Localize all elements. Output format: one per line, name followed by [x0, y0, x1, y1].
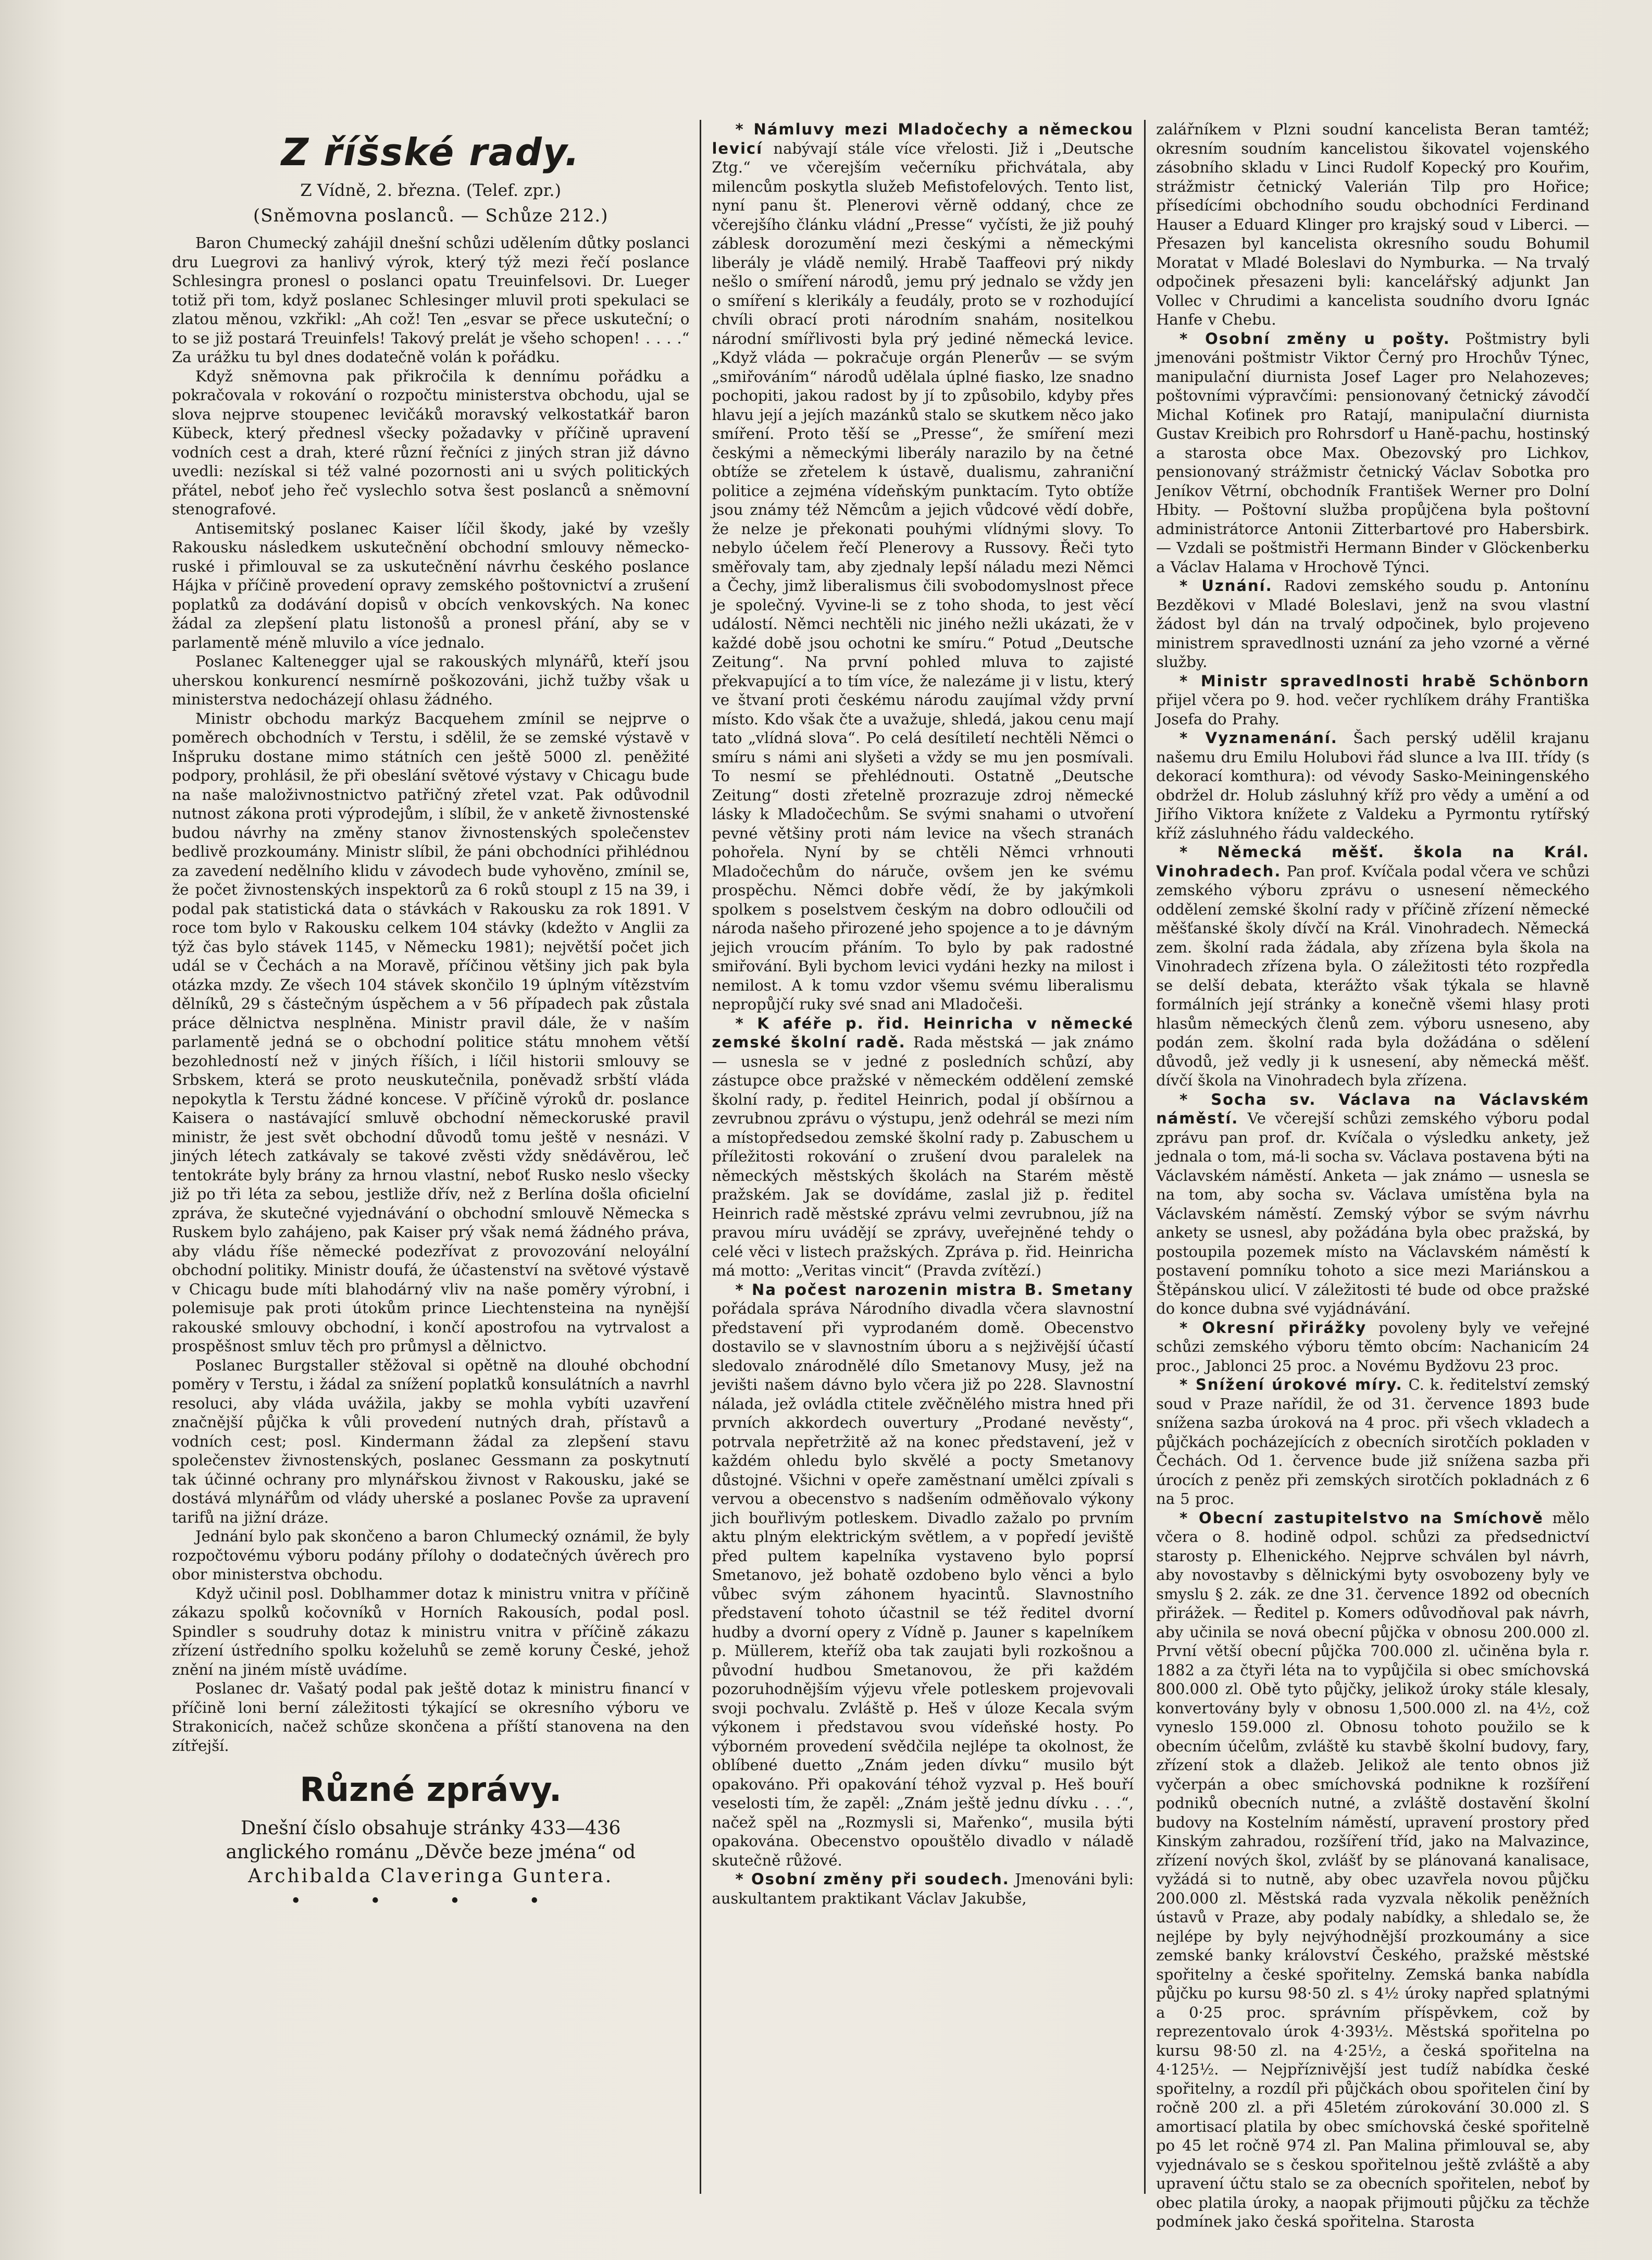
news-heading: * Námluvy mezi Mladočechy a německou levicí	[712, 120, 1134, 157]
news-heading: * Osobní změny u pošty.	[1179, 329, 1450, 348]
news-heading: * Obecní zastupitelstvo na Smíchově	[1179, 1509, 1544, 1527]
news-text: Poštmistry byli jmenováni poštmistr Viktor Černý pro Hrochův Týnec, manipulační diurnista Josef Lager pro Nelahozeves; poštovními výpravčími: pensionovaný četnický závodčí Michal Koťinek pro Ratají, manipulační diurnista Gustav Kreibich pro Rohrsdorf u Haně-pachu, hostinský a starosta obce Max. Obezovský pro Lichkov, pensionovaný strážmistr četnický Václav Sobotka pro Jeníkov Větrní, obchodník František Werner pro Dolní Hbity. — Poštovní služba propůjčena byla poštovní administrátorce Antonii Zitterbartové pro Habersbirk. — Vzdali se poštmistři Hermann Binder v Glöckenberku a Václav Halama v Hrochově Týnci.	[1156, 329, 1589, 576]
article-paragraph: Antisemitský poslanec Kaiser líčil škody, jaké by vzešly Rakousku následkem uskutečnění obchodní smlouvy německo-ruské i přimlouval se za uskutečnění návrhu českého poslance Hájka v příčině provedení opravy zemského poštovnictví a zrušení poplatků za dodávání dopisů v obcích venkovských. Na konec žádal za zlepšení platu listonošů a pronesl přání, aby se v parlamentě méně mluvilo a více jednalo.	[172, 519, 690, 651]
article-paragraph: Ministr obchodu markýz Bacquehem zmínil se nejprve o poměrech obchodních v Terstu, i sdělil, že se zemské výstavě v Inšpruku dostane mimo státních cen ještě 5000 zl. peněžité podpory, prohlásil, že při obeslání světové výstavy v Chicagu bude na naše maloživnostnictvo patřičný zřetel vzat. Pak odůvodnil nutnost zákona proti výprodejům, i slíbil, že v anketě živnostenské budou návrhy na změny stanov živnostenských společenstev bedlivě prozkoumány. Ministr slíbil, že páni obchodníci přihlédnou za zavedení nedělního klidu v závodech bude vyhověno, zmínil se, že počet živnostenských inspektorů za 6 roků stoupl z 15 na 39, i podal pak statistická data o stávkách v Rakousku za rok 1891. V roce tom bylo v Rakousku celkem 104 stávky (kdežto v Anglii za týž čas bylo stávek 1145, v Německu 1981); největší počet jich udál se v Čechách a na Moravě, příčinou většiny jich pak byla otázka mzdy. Ze všech 104 stávek skončilo 19 úplným vítězstvím dělníků, 29 s částečným úspěchem a v 56 případech pak zůstala práce dělnictva nesplněna. Ministr pravil dále, že v naším parlamentě jedná se o obchodní politice státu mnohem větší bezohledností než v jiných říších, i líčil historii smlouvy se Srbskem, která se proto neuskutečnila, poněvadž srbští vláda nepokytla k Terstu žádné koncese. V příčině výroků dr. poslance Kaisera o nastávající smluvě obchodní německoruské pravil ministr, že jest svět obchodní důvodů tomu ještě v nesnázi. V jiných létech zatkávaly se takové zvěsti vždy snědávěrou, leč tentokráte byly brány za hrnou vlastní, neboť Rusko neslo všecky již po tři léta za sebou, jestliže dřív, než z Berlína došla oficielní zpráva, že skutečné vyjednávání o obchodní smlouvě Německa s Ruskem bylo zahájeno, pak Kaiser prý však nemá žádného práva, aby vládu říše německé podezřívat z provozování neloyální obchodní politiky. Ministr doufá, že účastenství na světové výstavě v Chicagu bude míti blahodárný vliv na naše poměry výrobní, i polemisuje pak proti útokům prince Liechtensteina na nynější rakouské smlouvy obchodní, i končí apostrofou na vytrvalost a prospěšnost smluv těch pro průmysl a dělnictvo.	[172, 709, 690, 1355]
news-heading: * Okresní přirážky	[1179, 1318, 1367, 1337]
news-heading: * Německá měšť. škola na Král. Vinohradech.	[1156, 843, 1589, 880]
news-heading: * Ministr spravedlnosti hrabě Schönborn	[1179, 672, 1589, 690]
news-text: Šach perský udělil krajanu našemu dru Emilu Holubovi řád slunce a lva III. třídy (s dekorací komthura): od vévody Sasko-Meiningenského obdržel dr. Holub zásluhný kříž pro vědy a umění a od Jiřího Viktora knížete z Valdeku a Pyrmontu rytířský kříž zásluhného řádu valdeckého.	[1156, 729, 1589, 842]
article-paragraph: Poslanec Burgstaller stěžoval si opětně na dlouhé obchodní poměry v Terstu, i žádal za snížení poplatků konsulátních a navrhl resoluci, aby vláda uvážila, jakby se mohla vybíti uzavření značnější půjčka k vůli provedení nutných drah, přístavů a vodních cest; posl. Kindermann žádal za zlepšení stavu společenstev živnostenských, poslanec Gessmann za poskytnutí tak účinné ochrany pro mlynářskou živnost v Rakousku, jaké se dostává mlynářům od vlády uherské a poslanec Povše za upravení tarifů na jižní dráze.	[172, 1356, 690, 1526]
news-text: Jmenováni byli: auskultantem praktikant Václav Jakubše,	[712, 1870, 1134, 1907]
columns	[172, 120, 1590, 2230]
column-middle	[701, 120, 1146, 2194]
article-paragraph: Poslanec Kaltenegger ujal se rakouských mlynářů, kteří jsou uherskou konkurencí nesmírně poškozováni, jichž tužby však u ministerstva nedocházejí ohlasu žádného.	[172, 652, 690, 708]
news-text: C. k. ředitelství zemský soud v Praze nařídil, že od 31. července 1893 bude snížena sazba úroková na 4 proc. při všech vkladech a půjčkách pocházejících z obecních sirotčích pokladen v Čechách. Od 1. července bude již snížena sazba při úrocích z peněz při zemských sirotčích pokladnách z 6 na 5 proc.	[1156, 1376, 1590, 1508]
news-heading: * Na počest narozenin mistra B. Smetany	[735, 1280, 1134, 1299]
news-heading: * Snížení úrokové míry.	[1179, 1376, 1403, 1393]
article-paragraph: Když sněmovna pak přikročila k dennímu pořádku a pokračovala v rokování o rozpočtu ministerstva obchodu, ujal se slova nejprve stoupenec levičáků moravský velkostatkář baron Kübeck, který přednesl všecky požadavky v příčině upravení vodních cest a drah, které různí řečníci z jiných stran již dávno uvedli: nezískal si též valné pozornosti ani u svých politických přátel, neboť jeho řeč vyslechlo sotva šest poslanců a sněmovní stenografové.	[172, 367, 690, 518]
article-paragraph: Jednání bylo pak skončeno a baron Chlumecký oznámil, že byly rozpočtovému výboru podány přílohy o dodatečných úvěrech pro obor ministerstva obchodu.	[172, 1527, 690, 1583]
misc-news-title: Různé zprávy.	[300, 1771, 562, 1809]
news-text: zalářníkem v Plzni soudní kancelista Beran tamtéž; okresním soudním kancelistou šikovatel vojenského zásobního skladu v Linci Rudolf Kopecký pro Kouřim, strážmistr četnický Valerián Tilp pro Hořice; přísedícími obchodního soudu obchodníci Ferdinand Hauser a Eduard Klinger pro krajský soud v Liberci. — Přesazen byl kancelista okresního soudu Bohumil Moratat v Mladé Boleslavi do Nymburka. — Na trvalý odpočinek přesazeni byli: kancelářský adjunkt Jan Vollec v Chrudimi a kancelista soudního dvoru Ignác Hanfe v Chebu.	[1156, 120, 1589, 328]
separator-dots: • • • •	[290, 1891, 572, 1912]
notice-line: anglického románu „Děvče beze jména“ od	[226, 1842, 636, 1863]
notice-line: Dnešní číslo obsahuje stránky 433—436	[240, 1818, 621, 1839]
news-text: mělo včera o 8. hodině odpol. schůzi za předsednictví starosty p. Elhenického. Nejprve schválen byl návrh, aby novostavby s dělnickými byty osvobozeny byly ve smyslu § 2. zák. ze dne 31. července 1892 od obecních přirážek. — Ředitel p. Komers odůvodňoval pak návrh, aby učinila se nová obecní půjčka v obnosu 200.000 zl. První větší obecní půjčka 700.000 zl. učiněna byla r. 1882 a za čtyři léta na to vypůjčila si obec smíchovská 800.000 zl. Obě tyto půjčky, jelikož úroky stále klesaly, konvertovány byly v obnosu 1,500.000 zl. na 4½, což vyneslo 159.000 zl. Obnosu tohoto použilo se k obecním účelům, zvláště ku stavbě školní budovy, fary, zřízení stok a dlažeb. Jelikož ale tento obnos již vyčerpán a obec smíchovská podnikne k rozšíření podniků obecních nutné, a zvláště dostavění školní budovy na Kostelním náměstí, upravení prostory před Kinským zahradou, rozšíření tříd, jako na Malvazince, zřízení nových škol, zvlášť by se plánovaná kanalisace, vyžádá si to nutně, aby obec uzavřela novou půjčku 200.000 zl. Městská rada vyzvala několik peněžních ústavů v Praze, aby podaly nabídky, a shledalo se, že nejlépe by byly nejvýhodnější prozkoumány a sice zemské banky království Českého, pražské městské spořitelny a české spořitelny. Zemská banka nabídla půjčku po kursu 98·50 zl. s 4½ úroky napřed splatnými a 0·25 proc. správním příspěvkem, což by reprezentovalo úrok 4·393½. Městská spořitelna po kursu 98·50 zl. na 4·25½, a česká spořitelna na 4·125½. — Nejpříznivější jest tudíž nabídka české spořitelny, a rozdíl při půjčkách obou spořitelen činí by ročně 200 zl. a při 45letém zúrokování 30.000 zl. S amortisací platila by obec smíchovská české spořitelně po 45 let ročně 974 zl. Pan Malina přimlouval se, aby vyjednávalo se s českou spořitelnou ještě zvláště a aby upravení účtu stalo se za obecních spořitelen, neboť by obec platila úroky, a naopak přijmouti půjčku za těchže podmínek jako česká spořitelna. Starosta	[1156, 1509, 1589, 2230]
article-paragraph: Poslanec dr. Vašatý podal pak ještě dotaz k ministru financí v příčině loni berní záležitosti týkající se okresního výboru ve Strakonicích, načež schůze skončena a příští stanovena na den zítřejší.	[172, 1679, 690, 1755]
news-text: Ve včerejší schůzi zemského výboru podal zprávu pan prof. dr. Kvíčala o výsledku ankety, jež jednala o tom, má-li socha sv. Václava postavena býti na Václavském náměstí. Anketa — jak známo — usnesla se na tom, aby socha sv. Václava umístěna byla na Václavském náměstí. Zemský výbor se svým návrhu ankety se usnesl, aby požádána byla obec pražská, by postoupila pozemek místo na Václavském náměstí k postavení pomníku tohoto a sice mezi Mariánskou a Štěpánskou ulicí. V záležitosti té bude od obce pražské do konce dubna své vyjádnávání.	[1156, 1109, 1590, 1317]
news-text: Pan prof. Kvíčala podal včera ve schůzi zemského výboru zprávu o usnesení německého oddělení zemské školní rady v příčině zřízení německé měšťanské školy dívčí na Král. Vinohradech. Německá zem. školní rada žádala, aby zřízena byla škola na Vinohradech zřízena byla. O záležitosti této rozpředla se delší debata, kterážto však týkala se hlavně formálních její stránky a konečně všemi hlasy proti hlasům německých členů zem. výboru usneseno, aby podán zem. školní rada byla dožádána o sdělení důvodů, jež vedly ji k usnesení, aby německá měšť. dívčí škola na Vinohradech byla zřízena.	[1156, 862, 1589, 1089]
news-text: přijel včera po 9. hod. večer rychlíkem dráhy Františka Josefa do Prahy.	[1156, 691, 1589, 728]
news-text: nabývají stále více vřelosti. Již i „Deutsche Ztg.“ ve včerejším večerníku přichvátala, aby milencům poskytla služeb Mefistofelových. Tento list, nyní panu št. Plenerovi věrně oddaný, chce ze včerejšího článku vládní „Presse“ vyčísti, že již pouhý záblesk dorozumění mezi českými a německými liberály je vládě nemilý. Hrabě Taaffeovi prý nikdy nešlo o smíření národů, jemu prý jednalo se vždy jen o smíření s klerikály a feudály, proto se v rozhodující chvíli obrací proti národním snahám, nositelkou národní smířlivosti byla prý jediné německá levice. „Když vláda — pokračuje orgán Plenerův — se svým „smiřováním“ národů udělala úplné fiasko, lze snadno pochopiti, jakou radost by jí to způsobilo, kdyby přes hlavu její a jejích mazánků stalo se skutkem něco jako smíření. Proto těší se „Presse“, že smíření mezi českými a německými liberály narazilo by na četné obtíže se zřetelem k ústavě, dualismu, zahraniční politice a zejména vídeňským punktacím. Tyto obtíže jsou známy též Němcům a jejich vůdcové vědí dobře, že nelze je překonati pouhými vlídnými slovy. To nebylo účelem řečí Plenerovy a Russovy. Řeči tyto směřovaly tam, aby zjednaly lepší náladu mezi Němci a Čechy, jimž liberalismus čili svobodomyslnost přece je společný. Vyvine-li se z toho shoda, to jest věcí událostí. Němci nechtěli nic jiného nežli ukázati, že v každé době jsou ochotni ke smíru.“ Potud „Deutsche Zeitung“. Na první pohled mluva to zajisté překvapující a to tím více, že nalezáme ji v listu, který ve štvaní proti českému národu zaujímal vždy první místo. Kdo však čte a uvažuje, shledá, jakou cenu mají tato „vlídná slova“. Po celá desítiletí nechtěli Němci o smíru s námi ani slyšeti a vždy se mu jen posmívali. To nesmí se přehlédnouti. Ostatně „Deutsche Zeitung“ dosti zřetelně prozrazuje zdroj německé lásky k Mladočechům. Se svými snahami o utvoření pevné většiny proti nám levice na všech stranách pohořela. Nyní by se chtěli Němci vrhnouti Mladočechům do náruče, ovšem jen ke svému prospěchu. Němci dobře vědí, že by jakýmkoli spolkem s poselstvem českým na dobro odloučili od národa našeho přirozené jeho spojence a to je dávným jejich vroucím přáním. To bylo by pak radostné smiřování. Byli bychom levici vydáni hezky na milost i nemilost. A k tomu vzdor všemu svému liberalismu nepropůjčí ruky své snad ani Mladočeši.	[712, 139, 1134, 1013]
news-heading: * Socha sv. Václava na Václavském náměstí.	[1156, 1090, 1589, 1127]
news-text: povoleny byly ve veřejné schůzi zemského výboru těmto obcím: Nachanicím 24 proc., Jablonci 25 proc. a Novému Bydžovu 23 proc.	[1156, 1318, 1590, 1375]
column-right	[1146, 120, 1590, 2230]
session-line: (Sněmovna poslanců. — Schůze 212.)	[253, 205, 608, 226]
news-heading: * K aféře p. řid. Heinricha v německé zemské školní radě.	[712, 1014, 1134, 1051]
dateline: Z Vídně, 2. března. (Telef. zpr.)	[300, 180, 562, 200]
section-title: Z říšské rady.	[281, 130, 580, 174]
news-heading: * Uznání.	[1179, 577, 1273, 595]
column-left	[172, 120, 701, 2194]
article-paragraph: Baron Chumecký zahájil dnešní schůzi udělením důtky poslanci dru Luegrovi za hanlivý výrok, který týž mezi řečí poslance Schlesingra pronesl o poslanci opatu Treuinfelsovi. Dr. Lueger totiž při tom, když poslanec Schlesinger mluvil proti spekulaci se zlatou měnou, vzkřikl: „Ah což! Ten „esvar se přece uskuteční; o to se již postará Treuinfels! Takový prelát je všeho schopen! . . . .“ Za urážku tu byl dnes dodatečně volán k pořádku.	[172, 234, 690, 366]
news-text: pořádala správa Národního divadla včera slavnostní představení při vyprodaném domě. Obecenstvo dostavilo se v slavnostním úboru a s nejživější účastí sledovalo znárodnělé dílo Smetanovy Musy, jež na jevišti našem dávno bylo včera již po 228. Slavnostní nálada, jež ovládla ctitele zvěčnělého mistra hned při prvních akkordech ouvertury „Prodané nevěsty“, potrvala nepřetržitě až na konec představení, jež v každém ohledu bylo skvělé a pocty Smetanovy důstojné. Všichni v opeře zaměstnaní umělci zpívali s vervou a obecenstvo s nadšením odměňovalo výkony jich bouřlivým potleskem. Divadlo zažalo po prvním aktu plným elektrickým světlem, a v popředí jeviště před pultem kapelníka vystaveno bylo poprsí Smetanovo, jež bohatě ozdobeno bylo věnci a bylo vůbec svým záhonem hyacintů. Slavnostního představení tohoto účastnil se též ředitel dvorní hudby a dvorní opery z Vídně p. Jauner s kapelníkem p. Müllerem, kteříž oba tak zaujati byli rozkošnou a původní hudbou Smetanovou, že při každém pozoruhodnějším výjevu vřele potleskem projevovali svoji pochvalu. Zvláště p. Heš v úloze Kecala svým výkonem i představou svou vídeňské hosty. Po výborném provedení svědčila nejlépe ta okolnost, že oblíbené duetto „Znám jeden dívku“ musilo být opakováno. Při opakování téhož vyzval p. Heš bouří veselosti tím, že zapěl: „Znám ještě jednu dívku . . .“, načež spěl na „Rozmysli si, Mařenko“, musila býti opakována. Obecenstvo opouštělo divadlo v náladě skutečně růžové.	[712, 1300, 1134, 1869]
notice-line: Archibalda Claveringa Guntera.	[248, 1866, 614, 1887]
news-heading: * Osobní změny při soudech.	[735, 1870, 1010, 1888]
news-text: Radovi zemského soudu p. Antonínu Bezděkovi v Mladé Boleslavi, jenž na svou vlastní žádost byl dán na trvalý odpočinek, bylo projeveno ministrem spravedlnosti uznání za jeho vzorné a věrné služby.	[1156, 577, 1589, 671]
news-text: Rada městská — jak známo — usnesla se v jedné z posledních schůzí, aby zástupce obce pražské v německém oddělení zemské školní rady, p. ředitel Heinrich, podal jí obšírnou a zevrubnou zprávu o výstupu, jenž odehrál se mezi ním a místopředsedou zemské školní rady p. Zabuschem u příležitosti rokování o zrušení dvou paralelek na německých městských školách na Starém městě pražském. Jak se dovídáme, zaslal již p. ředitel Heinrich radě městské zprávu velmi zevrubnou, jíž na pravou míru uvádějí se zprávy, uveřejněné tehdy o celé věci v listech pražských. Zpráva p. řid. Heinricha má motto: „Veritas vincit“ (Pravda zvítězí.)	[712, 1033, 1134, 1279]
news-heading: * Vyznamenání.	[1179, 729, 1338, 747]
article-paragraph: Když učinil posl. Doblhammer dotaz k ministru vnitra v příčině zákazu spolků kočovníků v Horních Rakousích, podal posl. Spindler s soudruhy dotaz k ministru vnitra v příčině zákazu zřízení ústředního spolku koželuhů se země koruny České, jehož znění na jiném místě uvádíme.	[172, 1584, 690, 1678]
